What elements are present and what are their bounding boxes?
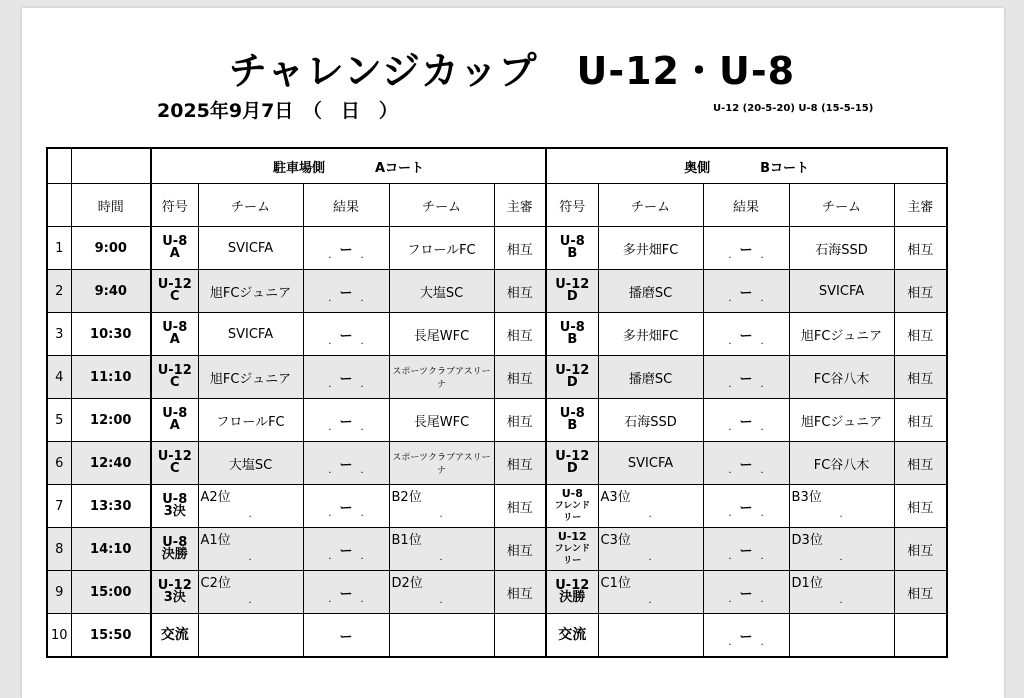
court-a-side: 駐車場側 <box>272 160 325 176</box>
result-dot: . <box>728 593 732 605</box>
match-code <box>546 356 598 399</box>
match-code-line: U-8 <box>559 320 585 335</box>
result-dot: . <box>760 421 764 433</box>
team-slot <box>198 528 303 571</box>
result-dot: . <box>360 292 364 304</box>
referee: 相互 <box>494 571 546 614</box>
seed-label: D2位 <box>391 576 423 591</box>
team-slot <box>789 571 894 614</box>
result-dash: ー <box>739 414 753 430</box>
away-team: 旭FCジュニア <box>789 399 894 442</box>
result-dash: ー <box>339 242 353 258</box>
seed-label: B1位 <box>391 533 422 548</box>
match-result <box>303 485 389 528</box>
match-number: 7 <box>47 485 71 528</box>
match-code-line: A <box>169 418 180 433</box>
referee <box>894 614 947 658</box>
match-code-line: U-8 <box>162 535 188 550</box>
team-slot <box>598 528 703 571</box>
result-dot: . <box>328 464 332 476</box>
team-slot <box>389 571 494 614</box>
away-team: 旭FCジュニア <box>789 313 894 356</box>
result-dot: . <box>728 421 732 433</box>
match-number: 5 <box>47 399 71 442</box>
result-header: 結果 <box>303 184 389 227</box>
home-team: SVICFA <box>198 227 303 270</box>
match-code <box>546 528 598 571</box>
match-result <box>303 442 389 485</box>
schedule-row <box>47 571 947 614</box>
schedule-row <box>47 528 947 571</box>
court-b-label: Bコート <box>760 160 810 176</box>
result-dot: . <box>760 378 764 390</box>
match-result <box>303 571 389 614</box>
result-dot: . <box>328 378 332 390</box>
home-team: 旭FCジュニア <box>198 356 303 399</box>
match-code-line: 交流 <box>558 627 587 643</box>
result-dot: . <box>760 464 764 476</box>
referee: 相互 <box>494 442 546 485</box>
result-dot: . <box>360 507 364 519</box>
kickoff-time: 15:50 <box>71 614 151 658</box>
schedule-row <box>47 485 947 528</box>
referee <box>494 614 546 658</box>
result-dot: . <box>760 335 764 347</box>
match-code-line: U-8 <box>162 234 188 249</box>
court-b-header <box>546 148 947 184</box>
kickoff-time: 14:10 <box>71 528 151 571</box>
slot-dot: . <box>839 509 843 520</box>
time-header: 時間 <box>71 184 151 227</box>
result-dot: . <box>728 550 732 562</box>
match-code <box>546 485 598 528</box>
match-code-line: U-8 <box>162 320 188 335</box>
result-dot: . <box>360 335 364 347</box>
result-dot: . <box>728 464 732 476</box>
seed-label: A1位 <box>200 533 231 548</box>
match-code <box>151 485 198 528</box>
result-dot: . <box>360 421 364 433</box>
away-team: 長尾WFC <box>389 313 494 356</box>
referee-header: 主審 <box>894 184 947 227</box>
result-dot: . <box>328 292 332 304</box>
result-dot: . <box>728 636 732 648</box>
slot-dot: . <box>439 595 443 606</box>
match-result <box>703 442 789 485</box>
result-dot: . <box>328 249 332 261</box>
slot-dot: . <box>439 509 443 520</box>
seed-label: D1位 <box>791 576 823 591</box>
kickoff-time: 10:30 <box>71 313 151 356</box>
slot-dot: . <box>439 552 443 563</box>
result-dash: ー <box>339 414 353 430</box>
event-date: 2025年9月7日 （ 日 ） <box>157 100 398 122</box>
match-code <box>546 313 598 356</box>
corner-cell <box>47 148 71 184</box>
match-code-line: U-8 <box>561 487 583 500</box>
match-code <box>546 442 598 485</box>
schedule-row <box>47 442 947 485</box>
num-header <box>47 184 71 227</box>
referee: 相互 <box>494 270 546 313</box>
seed-label: B2位 <box>391 490 422 505</box>
away-team: 長尾WFC <box>389 399 494 442</box>
match-result <box>703 227 789 270</box>
result-dash: ー <box>739 242 753 258</box>
seed-label: C3位 <box>600 533 631 548</box>
result-dot: . <box>728 292 732 304</box>
match-code-line: U-12 <box>555 363 590 378</box>
result-dot: . <box>360 249 364 261</box>
match-number: 6 <box>47 442 71 485</box>
team-slot <box>198 485 303 528</box>
match-code-line: U-12 <box>555 449 590 464</box>
seed-label: C1位 <box>600 576 631 591</box>
match-code <box>546 227 598 270</box>
result-dot: . <box>728 507 732 519</box>
match-code <box>546 571 598 614</box>
seed-label: A3位 <box>600 490 631 505</box>
match-code-line: リー <box>563 513 582 523</box>
home-team: SVICFA <box>598 442 703 485</box>
match-code-line: 交流 <box>160 627 189 643</box>
match-code-line: B <box>567 246 578 261</box>
kickoff-time: 12:40 <box>71 442 151 485</box>
result-dash: ー <box>339 328 353 344</box>
code-header: 符号 <box>151 184 198 227</box>
team-slot <box>389 485 494 528</box>
match-code-line: C <box>169 375 180 390</box>
match-result <box>703 571 789 614</box>
home-team <box>198 614 303 658</box>
match-code-line: U-8 <box>559 406 585 421</box>
referee: 相互 <box>894 528 947 571</box>
slot-dot: . <box>248 509 252 520</box>
slot-dot: . <box>839 595 843 606</box>
schedule-table <box>46 147 948 658</box>
match-code-line: C <box>169 461 180 476</box>
result-dash: ー <box>739 500 753 516</box>
result-dot: . <box>328 335 332 347</box>
away-team: FC谷八木 <box>789 356 894 399</box>
match-code-line: U-8 <box>162 406 188 421</box>
match-code-line: D <box>566 375 578 390</box>
result-dot: . <box>760 636 764 648</box>
team-slot <box>789 485 894 528</box>
home-team: 多井畑FC <box>598 313 703 356</box>
result-dot: . <box>328 593 332 605</box>
slot-dot: . <box>839 552 843 563</box>
seed-label: B3位 <box>791 490 822 505</box>
match-result <box>703 270 789 313</box>
referee: 相互 <box>494 356 546 399</box>
match-code <box>151 614 198 658</box>
team-slot <box>598 485 703 528</box>
away-team: スポーツクラブアスリーナ <box>389 442 494 485</box>
match-code-line: リー <box>563 556 582 566</box>
referee: 相互 <box>494 485 546 528</box>
referee: 相互 <box>494 227 546 270</box>
result-dash: ー <box>339 500 353 516</box>
away-team: 石海SSD <box>789 227 894 270</box>
match-result <box>703 313 789 356</box>
match-code <box>151 270 198 313</box>
court-b-side: 奥側 <box>684 160 711 176</box>
referee: 相互 <box>894 356 947 399</box>
team-header: チーム <box>598 184 703 227</box>
kickoff-time: 9:00 <box>71 227 151 270</box>
match-number: 1 <box>47 227 71 270</box>
match-result <box>703 399 789 442</box>
result-dot: . <box>760 507 764 519</box>
column-header-row <box>47 184 947 227</box>
result-dot: . <box>360 464 364 476</box>
home-team <box>598 614 703 658</box>
slot-dot: . <box>648 509 652 520</box>
team-slot <box>789 528 894 571</box>
schedule-row <box>47 614 947 658</box>
match-code-line: U-12 <box>157 449 192 464</box>
slot-dot: . <box>648 595 652 606</box>
slot-dot: . <box>648 552 652 563</box>
match-code <box>151 227 198 270</box>
referee: 相互 <box>894 571 947 614</box>
match-code-line: 決勝 <box>559 590 586 605</box>
slot-dot: . <box>248 552 252 563</box>
result-dash: ー <box>339 629 353 645</box>
match-code-line: フレンド <box>554 501 590 511</box>
match-code-line: A <box>169 246 180 261</box>
team-slot <box>389 528 494 571</box>
seed-label: C2位 <box>200 576 231 591</box>
match-code-line: U-12 <box>555 578 590 593</box>
team-slot <box>598 571 703 614</box>
result-dot: . <box>760 550 764 562</box>
match-code <box>151 442 198 485</box>
result-dash: ー <box>739 586 753 602</box>
team-header: チーム <box>198 184 303 227</box>
match-result <box>703 485 789 528</box>
match-code-line: B <box>567 418 578 433</box>
result-dash: ー <box>739 285 753 301</box>
result-dash: ー <box>739 371 753 387</box>
referee: 相互 <box>494 313 546 356</box>
court-a-label: Aコート <box>374 160 425 176</box>
result-dot: . <box>760 292 764 304</box>
match-format-note: U-12 (20-5-20) U-8 (15-5-15) <box>713 103 874 114</box>
away-team: SVICFA <box>789 270 894 313</box>
schedule-body <box>47 148 947 657</box>
referee: 相互 <box>894 227 947 270</box>
referee: 相互 <box>894 485 947 528</box>
referee: 相互 <box>494 399 546 442</box>
kickoff-time: 15:00 <box>71 571 151 614</box>
result-dash: ー <box>739 457 753 473</box>
court-a-header <box>151 148 546 184</box>
result-dot: . <box>728 249 732 261</box>
match-number: 10 <box>47 614 71 658</box>
team-header: チーム <box>389 184 494 227</box>
match-code <box>151 356 198 399</box>
match-result <box>303 528 389 571</box>
seed-label: D3位 <box>791 533 823 548</box>
match-code-line: 3決 <box>163 504 186 519</box>
home-team: 播磨SC <box>598 356 703 399</box>
team-slot <box>198 571 303 614</box>
match-code-line: U-8 <box>162 492 188 507</box>
match-code <box>546 270 598 313</box>
result-dot: . <box>760 593 764 605</box>
match-result <box>303 399 389 442</box>
kickoff-time: 12:00 <box>71 399 151 442</box>
schedule-row <box>47 227 947 270</box>
match-number: 9 <box>47 571 71 614</box>
team-header: チーム <box>789 184 894 227</box>
match-result <box>303 313 389 356</box>
away-team: スポーツクラブアスリーナ <box>389 356 494 399</box>
referee-header: 主審 <box>494 184 546 227</box>
result-dash: ー <box>339 586 353 602</box>
match-code-line: U-12 <box>157 277 192 292</box>
match-code-line: D <box>566 289 578 304</box>
match-code-line: C <box>169 289 180 304</box>
referee: 相互 <box>894 399 947 442</box>
away-team <box>389 614 494 658</box>
match-number: 4 <box>47 356 71 399</box>
result-dot: . <box>360 378 364 390</box>
result-dash: ー <box>739 543 753 559</box>
match-code-line: D <box>566 461 578 476</box>
result-dash: ー <box>339 543 353 559</box>
match-code <box>546 614 598 658</box>
match-code <box>151 571 198 614</box>
schedule-row <box>47 313 947 356</box>
code-header: 符号 <box>546 184 598 227</box>
result-dash: ー <box>339 371 353 387</box>
away-team: 大塩SC <box>389 270 494 313</box>
match-result <box>703 528 789 571</box>
referee: 相互 <box>894 313 947 356</box>
match-code-line: A <box>169 332 180 347</box>
match-code-line: フレンド <box>554 544 590 554</box>
result-dash: ー <box>339 285 353 301</box>
match-code <box>151 528 198 571</box>
seed-label: A2位 <box>200 490 231 505</box>
match-result <box>703 356 789 399</box>
corner-cell <box>71 148 151 184</box>
slot-dot: . <box>248 595 252 606</box>
match-number: 3 <box>47 313 71 356</box>
home-team: SVICFA <box>198 313 303 356</box>
result-dash: ー <box>739 629 753 645</box>
match-code-line: U-12 <box>157 363 192 378</box>
match-code-line: U-12 <box>557 530 587 543</box>
match-code-line: U-12 <box>157 578 192 593</box>
away-team: FC谷八木 <box>789 442 894 485</box>
schedule-row <box>47 399 947 442</box>
kickoff-time: 13:30 <box>71 485 151 528</box>
match-number: 2 <box>47 270 71 313</box>
match-result <box>303 227 389 270</box>
result-dash: ー <box>739 328 753 344</box>
schedule-row <box>47 270 947 313</box>
referee: 相互 <box>894 270 947 313</box>
match-result <box>703 614 789 658</box>
result-dot: . <box>328 421 332 433</box>
match-code <box>151 313 198 356</box>
result-dot: . <box>728 378 732 390</box>
referee: 相互 <box>494 528 546 571</box>
result-dot: . <box>328 550 332 562</box>
kickoff-time: 11:10 <box>71 356 151 399</box>
home-team: 石海SSD <box>598 399 703 442</box>
away-team: フロールFC <box>389 227 494 270</box>
kickoff-time: 9:40 <box>71 270 151 313</box>
home-team: フロールFC <box>198 399 303 442</box>
match-code-line: 決勝 <box>161 547 188 562</box>
result-dot: . <box>360 593 364 605</box>
match-code-line: U-12 <box>555 277 590 292</box>
result-dot: . <box>360 550 364 562</box>
match-result <box>303 356 389 399</box>
referee: 相互 <box>894 442 947 485</box>
court-header-row <box>47 148 947 184</box>
home-team: 大塩SC <box>198 442 303 485</box>
home-team: 旭FCジュニア <box>198 270 303 313</box>
away-team <box>789 614 894 658</box>
match-code-line: B <box>567 332 578 347</box>
page-title: チャレンジカップ U-12・U-8 <box>228 49 796 93</box>
result-dot: . <box>728 335 732 347</box>
result-dot: . <box>328 507 332 519</box>
match-code <box>151 399 198 442</box>
schedule-row <box>47 356 947 399</box>
match-code-line: 3決 <box>163 590 186 605</box>
result-dash: ー <box>339 457 353 473</box>
match-result <box>303 614 389 658</box>
match-code <box>546 399 598 442</box>
home-team: 多井畑FC <box>598 227 703 270</box>
result-header: 結果 <box>703 184 789 227</box>
home-team: 播磨SC <box>598 270 703 313</box>
match-number: 8 <box>47 528 71 571</box>
match-result <box>303 270 389 313</box>
match-code-line: U-8 <box>559 234 585 249</box>
result-dot: . <box>760 249 764 261</box>
